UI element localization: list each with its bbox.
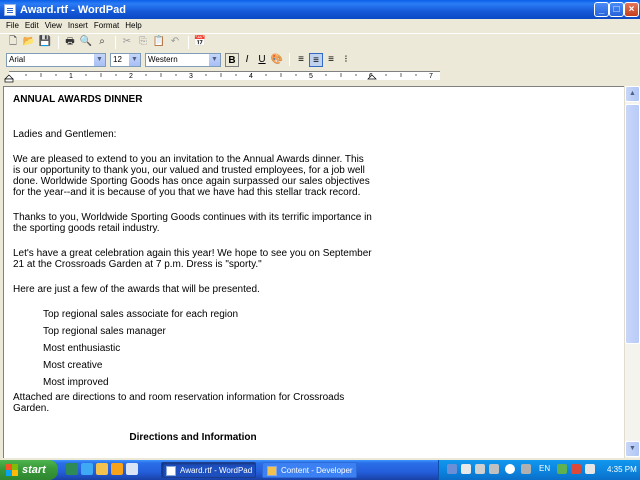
wordpad-task-icon xyxy=(166,466,176,476)
ruler-label-5: 5 xyxy=(309,73,313,80)
network-icon[interactable] xyxy=(557,464,567,474)
ruler[interactable] xyxy=(0,69,640,83)
script-select[interactable] xyxy=(145,53,221,67)
outlook-icon[interactable] xyxy=(126,463,138,475)
start-button[interactable] xyxy=(0,460,58,480)
award-item: Most creative xyxy=(43,360,103,371)
scroll-down-arrow-icon[interactable]: ▼ xyxy=(625,441,640,457)
menu-view[interactable]: View xyxy=(44,21,62,30)
task-wordpad[interactable] xyxy=(161,462,256,478)
new-document-icon[interactable]: 🗋 xyxy=(8,36,18,47)
toolbar-divider xyxy=(115,36,116,49)
document-text[interactable] xyxy=(13,94,373,443)
paragraph-celebration: Let's have a great celebration again this year! We hope to see you on September 21 at the Crossroads Garden at 7 p.m. Dress is "sporty." xyxy=(13,248,372,270)
menu-insert[interactable]: Insert xyxy=(67,21,88,30)
align-left-icon[interactable]: ≡ xyxy=(298,53,304,65)
insert-date-time-icon[interactable]: 📅 xyxy=(193,36,207,47)
font-name-value: Arial xyxy=(9,54,26,64)
document-heading: ANNUAL AWARDS DINNER xyxy=(13,94,143,105)
ruler-tick-group xyxy=(26,73,416,77)
window-title: Award.rtf - WordPad xyxy=(20,3,126,16)
system-tray xyxy=(438,460,640,480)
paragraph-awards-intro: Here are just a few of the awards that will be presented. xyxy=(13,284,260,295)
font-size-value: 12 xyxy=(113,54,122,64)
menu-bar xyxy=(0,19,640,32)
task-content-developer[interactable] xyxy=(262,462,357,478)
task-wordpad-label: Award.rtf - WordPad xyxy=(180,466,253,475)
paragraph-thanks: Thanks to you, Worldwide Sporting Goods continues with its terrific importance in the sporting goods retail industry. xyxy=(13,212,372,234)
italic-icon[interactable]: I xyxy=(245,53,249,65)
award-item: Top regional sales manager xyxy=(43,326,166,337)
tray-app-icon[interactable] xyxy=(489,464,499,474)
salutation: Ladies and Gentlemen: xyxy=(13,129,117,140)
cut-icon[interactable]: ✂ xyxy=(122,36,132,47)
ruler-label-7: 7 xyxy=(429,73,433,80)
save-icon[interactable]: 💾 xyxy=(38,36,52,47)
tray-clock-app-icon[interactable] xyxy=(505,464,515,474)
chevron-down-icon[interactable]: ▼ xyxy=(129,54,140,66)
paragraph-invitation: We are pleased to extend to you an invitation to the Annual Awards dinner. This is our opportunity to thank you, our valued and trusted employees, for a job well done. Worldwide Sporting Goods has once again surpassed our sales objectives for the year--and it is because of you that we have had this stellar track record. xyxy=(13,154,370,198)
toolbar-divider xyxy=(188,36,189,49)
toolbar-divider xyxy=(289,53,290,66)
scroll-thumb[interactable] xyxy=(625,104,640,344)
standard-toolbar xyxy=(0,33,640,50)
taskbar xyxy=(0,460,640,480)
left-margin-marker xyxy=(5,79,13,82)
undo-icon[interactable]: ↶ xyxy=(170,36,180,47)
script-value: Western xyxy=(148,54,178,64)
wordpad-app-icon[interactable] xyxy=(4,4,16,16)
tray-app-icon[interactable] xyxy=(447,464,457,474)
paste-icon[interactable]: 📋 xyxy=(152,36,166,47)
media-player-icon[interactable] xyxy=(111,463,123,475)
open-folder-icon[interactable]: 📂 xyxy=(22,36,36,47)
paragraph-directions: Attached are directions to and room reservation information for Crossroads Garden. xyxy=(13,392,345,414)
folder-icon[interactable] xyxy=(96,463,108,475)
align-right-icon[interactable]: ≡ xyxy=(328,53,334,65)
bullets-icon[interactable]: ⁝ xyxy=(344,53,348,65)
format-bar xyxy=(0,51,640,68)
developer-task-icon xyxy=(267,466,277,476)
tray-app-icon[interactable] xyxy=(521,464,531,474)
quick-launch xyxy=(66,463,141,475)
maximize-button[interactable]: □ xyxy=(609,2,624,17)
chevron-down-icon[interactable]: ▼ xyxy=(94,54,105,66)
underline-icon[interactable]: U xyxy=(258,53,266,65)
copy-icon[interactable]: ⎘ xyxy=(139,36,147,47)
font-size-select[interactable] xyxy=(110,53,141,67)
close-button[interactable]: × xyxy=(624,2,639,17)
chevron-down-icon[interactable]: ▼ xyxy=(209,54,220,66)
ruler-label-4: 4 xyxy=(249,73,253,80)
print-preview-icon[interactable]: 🔍 xyxy=(79,36,93,47)
print-icon[interactable]: 🖶 xyxy=(65,36,75,47)
font-name-select[interactable] xyxy=(6,53,106,67)
language-indicator[interactable]: EN xyxy=(539,464,551,473)
award-item: Most enthusiastic xyxy=(43,343,121,354)
scroll-up-arrow-icon[interactable]: ▲ xyxy=(625,86,640,102)
title-bar[interactable] xyxy=(0,0,640,19)
document-area[interactable] xyxy=(3,86,624,458)
ruler-label-1: 1 xyxy=(69,73,73,80)
start-label: start xyxy=(22,464,46,476)
directions-subheading: Directions and Information xyxy=(129,432,257,443)
internet-explorer-icon[interactable] xyxy=(81,463,93,475)
ruler-label-3: 3 xyxy=(189,73,193,80)
show-desktop-icon[interactable] xyxy=(66,463,78,475)
tray-app-icon[interactable] xyxy=(475,464,485,474)
clock[interactable]: 4:35 PM xyxy=(607,465,637,474)
award-item: Top regional sales associate for each region xyxy=(43,309,239,320)
security-icon[interactable] xyxy=(571,464,581,474)
bold-icon[interactable]: B xyxy=(225,53,239,67)
tray-app-icon[interactable] xyxy=(461,464,471,474)
ruler-label-2: 2 xyxy=(129,73,133,80)
ruler-ticks xyxy=(0,69,640,83)
volume-icon[interactable] xyxy=(585,464,595,474)
task-content-label: Content - Developer xyxy=(281,466,353,475)
toolbar-divider xyxy=(58,36,59,49)
menu-edit[interactable]: Edit xyxy=(24,21,39,30)
color-palette-icon[interactable]: 🎨 xyxy=(270,53,284,65)
minimize-button[interactable]: _ xyxy=(594,2,609,17)
menu-format[interactable]: Format xyxy=(93,21,120,30)
vertical-scrollbar[interactable] xyxy=(624,86,640,458)
left-indent-marker xyxy=(5,75,13,79)
award-item: Most improved xyxy=(43,377,109,388)
align-center-icon[interactable]: ≡ xyxy=(309,53,323,67)
menu-help[interactable]: Help xyxy=(125,21,142,30)
menu-file[interactable]: File xyxy=(6,21,19,30)
windows-logo-icon xyxy=(6,464,18,476)
find-binoculars-icon[interactable]: ⌕ xyxy=(99,36,105,47)
